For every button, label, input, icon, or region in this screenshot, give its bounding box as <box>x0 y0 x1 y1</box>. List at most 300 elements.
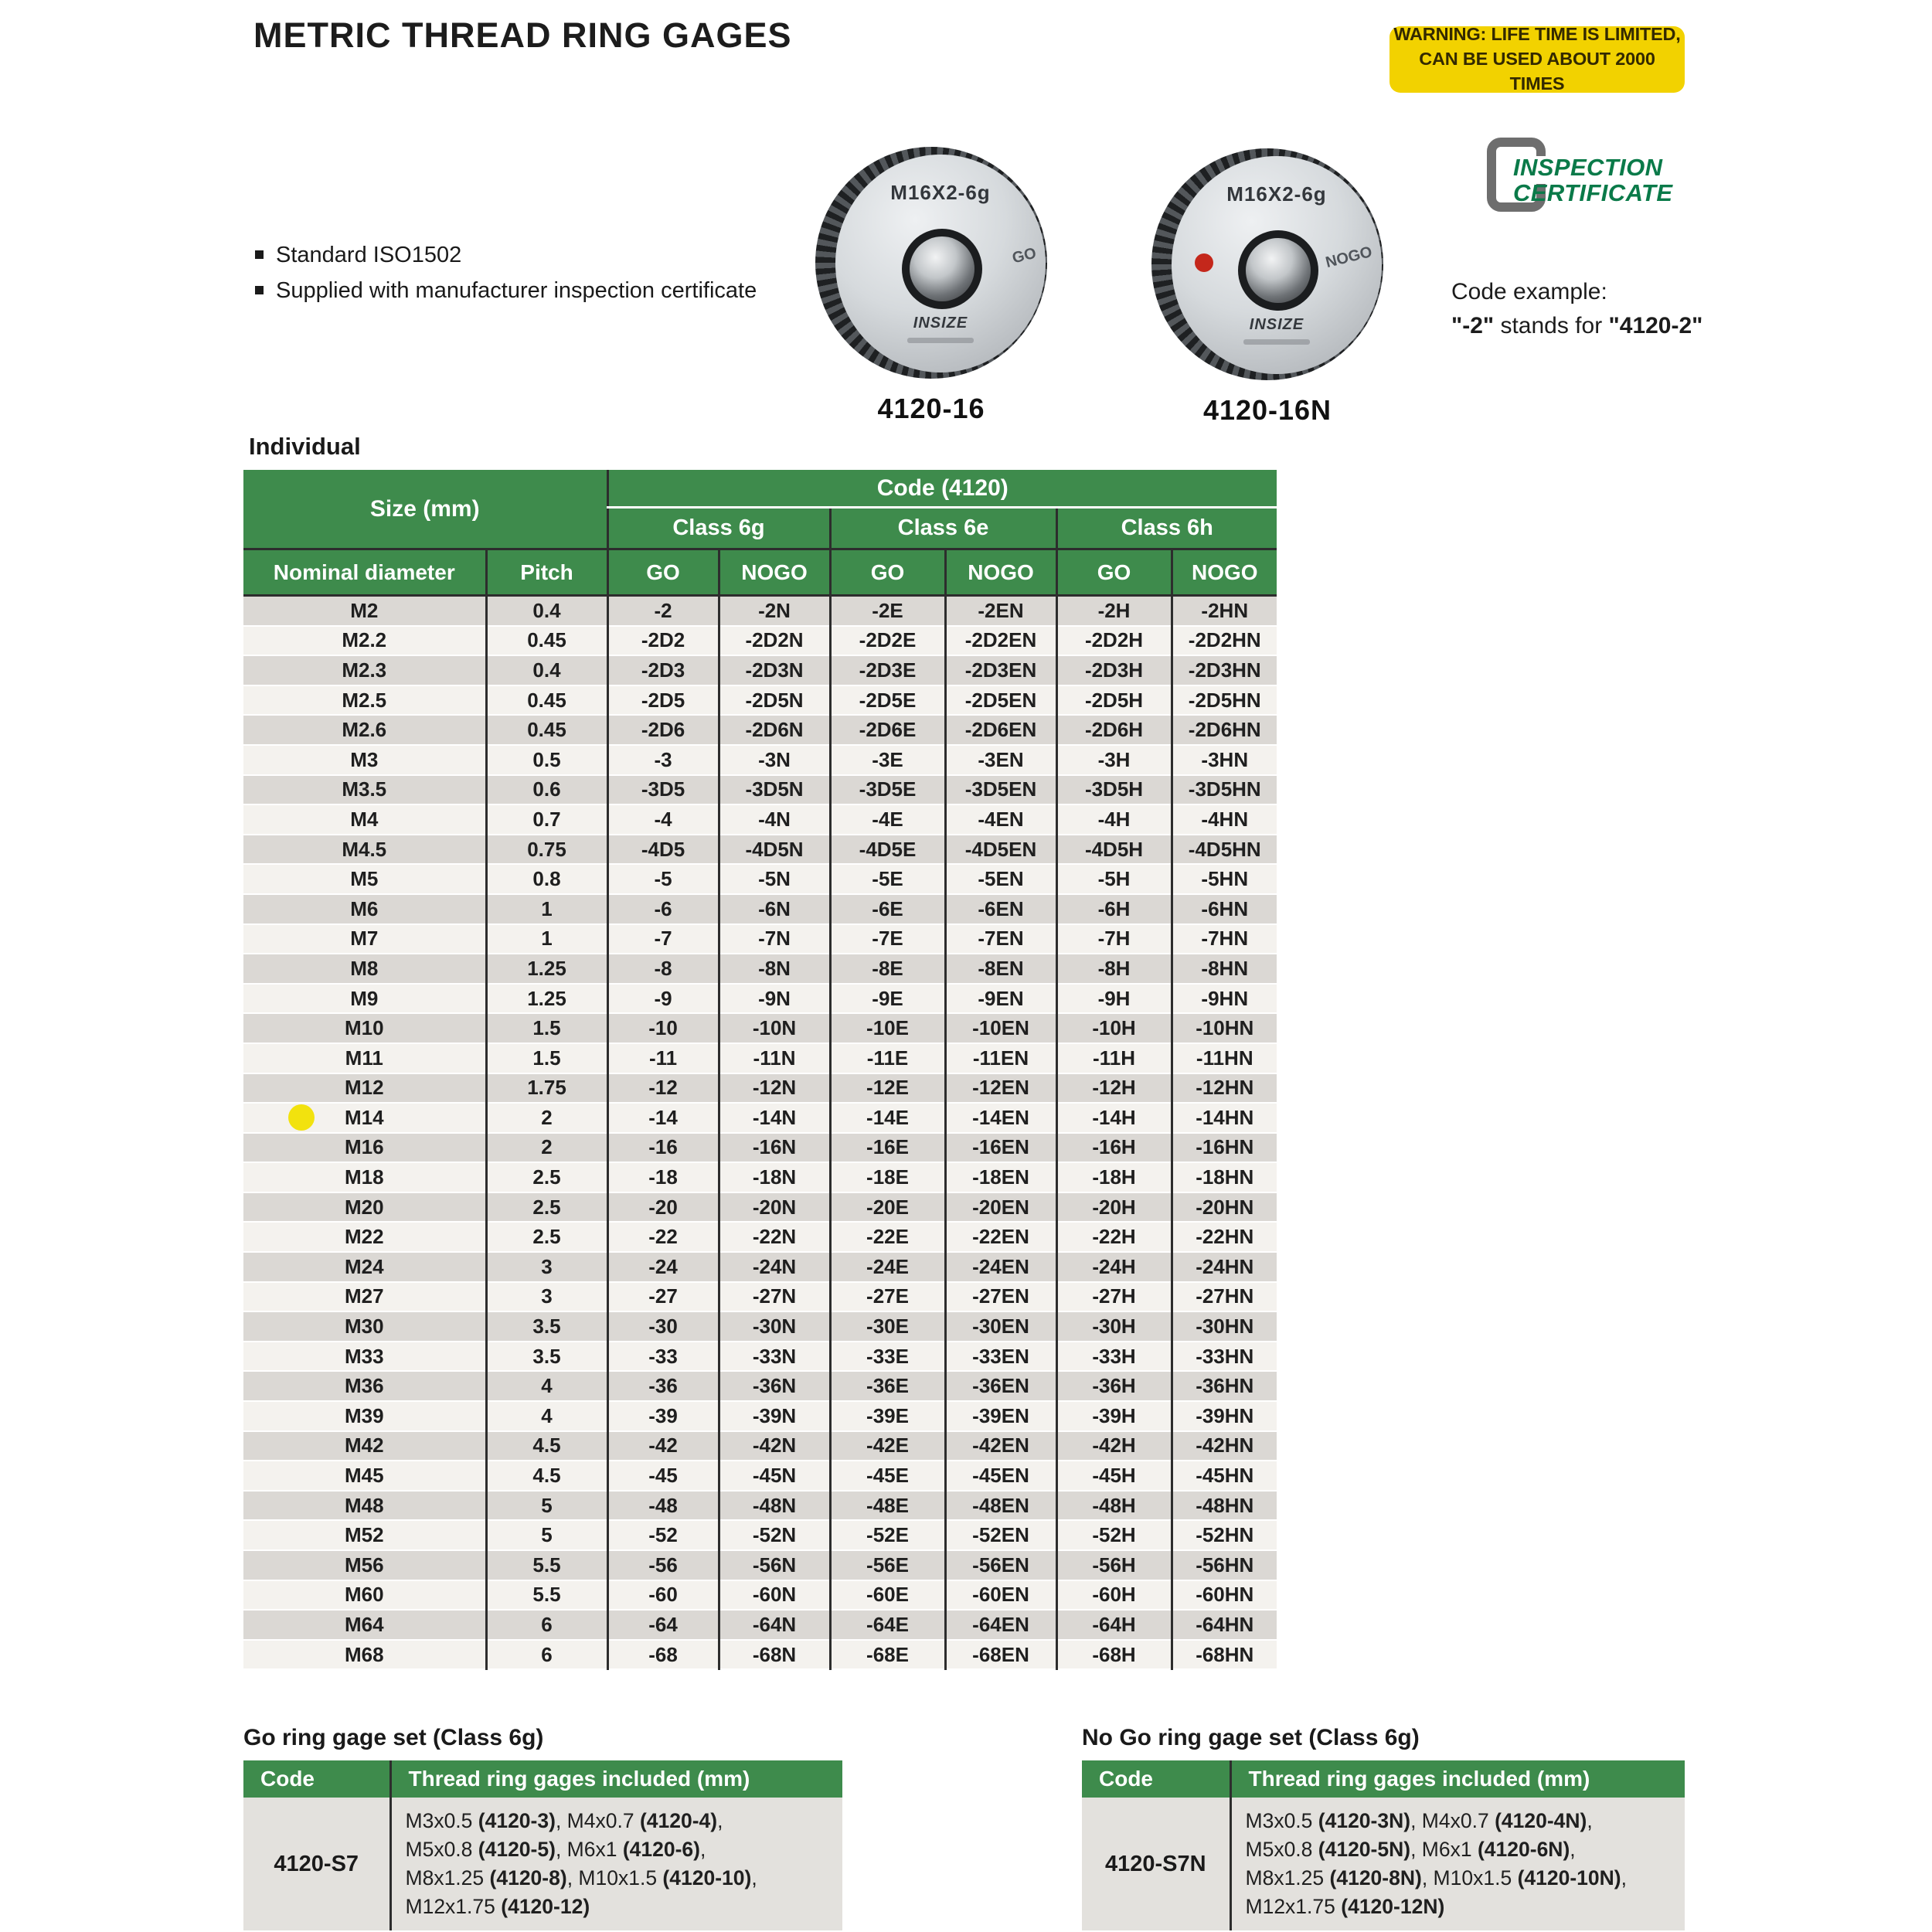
code-cell: -6N <box>719 894 830 924</box>
code-cell: -11HN <box>1172 1043 1277 1073</box>
table-row <box>243 1342 1277 1372</box>
code-cell: 1.25 <box>486 984 607 1014</box>
code-cell: -7EN <box>945 924 1056 954</box>
table-row <box>243 626 1277 656</box>
go-set-row <box>243 1798 842 1930</box>
code-cell: -2D6E <box>830 715 945 745</box>
code-cell: -16H <box>1056 1133 1172 1163</box>
table-row <box>243 1073 1277 1104</box>
code-cell: -20HN <box>1172 1192 1277 1223</box>
size-cell: M12 <box>243 1073 486 1104</box>
ring-face <box>1172 156 1382 374</box>
code-cell: -16HN <box>1172 1133 1277 1163</box>
header-go-6g: GO <box>607 549 719 596</box>
table-row <box>243 1222 1277 1252</box>
code-cell: -27E <box>830 1282 945 1312</box>
code-cell: -27N <box>719 1282 830 1312</box>
code-cell: -27 <box>607 1282 719 1312</box>
code-cell: -24HN <box>1172 1252 1277 1282</box>
code-cell: -4D5 <box>607 835 719 865</box>
code-cell: -16 <box>607 1133 719 1163</box>
size-cell: M2.3 <box>243 655 486 685</box>
code-cell: -30H <box>1056 1311 1172 1342</box>
code-cell: -2D2H <box>1056 626 1172 656</box>
nogo-set-section <box>1082 1725 1685 1930</box>
code-cell: -39E <box>830 1401 945 1431</box>
code-cell: -5EN <box>945 864 1056 894</box>
code-cell: -20H <box>1056 1192 1172 1223</box>
code-cell: -45H <box>1056 1461 1172 1491</box>
code-cell: 0.75 <box>486 835 607 865</box>
size-cell: M20 <box>243 1192 486 1223</box>
code-cell: -52N <box>719 1520 830 1550</box>
code-cell: -60HN <box>1172 1580 1277 1611</box>
code-cell: -11N <box>719 1043 830 1073</box>
table-row <box>243 775 1277 805</box>
code-cell: -3D5H <box>1056 775 1172 805</box>
code-cell: -22EN <box>945 1222 1056 1252</box>
table-row <box>243 745 1277 775</box>
header-code-4120: Code (4120) <box>607 470 1277 508</box>
code-cell: 5 <box>486 1491 607 1521</box>
code-cell: -20N <box>719 1192 830 1223</box>
table-row <box>243 924 1277 954</box>
highlight-dot-marker <box>288 1104 315 1131</box>
code-cell: 0.8 <box>486 864 607 894</box>
code-cell: -68N <box>719 1640 830 1670</box>
code-cell: 4.5 <box>486 1431 607 1461</box>
code-cell: -2E <box>830 596 945 626</box>
code-cell: -3D5N <box>719 775 830 805</box>
size-cell: M52 <box>243 1520 486 1550</box>
red-dot-icon <box>1195 253 1213 272</box>
nogo-set-header-code: Code <box>1082 1760 1230 1798</box>
serial-text-mark <box>1243 339 1310 345</box>
code-cell: 1 <box>486 894 607 924</box>
code-cell: -2D5E <box>830 685 945 716</box>
code-cell: -14 <box>607 1103 719 1133</box>
code-cell: -36N <box>719 1371 830 1401</box>
code-cell: 1.5 <box>486 1043 607 1073</box>
code-cell: -64N <box>719 1610 830 1640</box>
size-cell: M3 <box>243 745 486 775</box>
table-row <box>243 655 1277 685</box>
table-row <box>243 1431 1277 1461</box>
code-cell: -9 <box>607 984 719 1014</box>
code-cell: -45EN <box>945 1461 1056 1491</box>
bullet-icon <box>255 286 264 294</box>
code-cell: -64HN <box>1172 1610 1277 1640</box>
code-cell: -30 <box>607 1311 719 1342</box>
code-cell: -6EN <box>945 894 1056 924</box>
table-row <box>243 894 1277 924</box>
size-cell: M3.5 <box>243 775 486 805</box>
code-cell: -52E <box>830 1520 945 1550</box>
header-class-6e: Class 6e <box>830 508 1056 549</box>
feature-text: Supplied with manufacturer inspection certificate <box>276 278 757 303</box>
code-cell: -8 <box>607 954 719 984</box>
size-cell: M7 <box>243 924 486 954</box>
code-cell: -42HN <box>1172 1431 1277 1461</box>
nogo-ring-code: 4120-16N <box>1202 394 1332 426</box>
code-cell: -9HN <box>1172 984 1277 1014</box>
code-cell: -18HN <box>1172 1162 1277 1192</box>
table-row <box>243 1610 1277 1640</box>
code-cell: -2N <box>719 596 830 626</box>
code-cell: -48HN <box>1172 1491 1277 1521</box>
code-cell: -60EN <box>945 1580 1056 1611</box>
code-cell: -7E <box>830 924 945 954</box>
code-cell: -3H <box>1056 745 1172 775</box>
size-cell: M4 <box>243 804 486 835</box>
code-cell: -39H <box>1056 1401 1172 1431</box>
code-cell: -2D3HN <box>1172 655 1277 685</box>
code-example-intro: Code example: <box>1451 279 1607 304</box>
code-cell: -30HN <box>1172 1311 1277 1342</box>
table-row <box>243 954 1277 984</box>
size-cell: M68 <box>243 1640 486 1670</box>
code-cell: -2D2 <box>607 626 719 656</box>
size-cell: M9 <box>243 984 486 1014</box>
size-cell: M6 <box>243 894 486 924</box>
code-cell: -12H <box>1056 1073 1172 1104</box>
nogo-set-code: 4120-S7N <box>1082 1798 1230 1930</box>
bullet-icon <box>255 250 264 259</box>
code-cell: -4D5HN <box>1172 835 1277 865</box>
code-cell: 1.25 <box>486 954 607 984</box>
page-title: METRIC THREAD RING GAGES <box>253 15 792 55</box>
code-cell: 0.45 <box>486 715 607 745</box>
code-cell: -18H <box>1056 1162 1172 1192</box>
table-row <box>243 685 1277 716</box>
code-cell: -2D2E <box>830 626 945 656</box>
code-cell: -64H <box>1056 1610 1172 1640</box>
code-cell: -20 <box>607 1192 719 1223</box>
insize-logo: INSIZE <box>913 315 968 332</box>
inspection-certificate-logo <box>1487 138 1703 223</box>
code-cell: -27EN <box>945 1282 1056 1312</box>
text-line: M12x1.75 (4120-12) <box>405 1895 590 1918</box>
code-cell: -3N <box>719 745 830 775</box>
code-cell: -68E <box>830 1640 945 1670</box>
code-cell: -52H <box>1056 1520 1172 1550</box>
code-cell: -3E <box>830 745 945 775</box>
code-cell: -2D5H <box>1056 685 1172 716</box>
code-cell: -20E <box>830 1192 945 1223</box>
code-cell: -6E <box>830 894 945 924</box>
table-row <box>243 1461 1277 1491</box>
code-cell: -9E <box>830 984 945 1014</box>
code-cell: -68 <box>607 1640 719 1670</box>
code-cell: -7H <box>1056 924 1172 954</box>
code-cell: -36EN <box>945 1371 1056 1401</box>
code-cell: -5HN <box>1172 864 1277 894</box>
size-cell: M48 <box>243 1491 486 1521</box>
code-cell: -45N <box>719 1461 830 1491</box>
code-cell: -18EN <box>945 1162 1056 1192</box>
size-cell: M45 <box>243 1461 486 1491</box>
size-cell: M60 <box>243 1580 486 1611</box>
ring-hole <box>1238 230 1318 311</box>
header-go-6h: GO <box>1056 549 1172 596</box>
code-cell: -39N <box>719 1401 830 1431</box>
code-cell: -4N <box>719 804 830 835</box>
table-row <box>243 1103 1277 1133</box>
size-cell: M2.2 <box>243 626 486 656</box>
code-cell: -2D3EN <box>945 655 1056 685</box>
go-set-section <box>243 1725 842 1930</box>
table-row <box>243 835 1277 865</box>
code-cell: -39EN <box>945 1401 1056 1431</box>
code-cell: -56H <box>1056 1550 1172 1580</box>
code-cell: -3D5EN <box>945 775 1056 805</box>
code-cell: 1 <box>486 924 607 954</box>
code-cell: -33EN <box>945 1342 1056 1372</box>
certificate-word-1: INSPECTION <box>1513 154 1663 181</box>
table-row <box>243 1192 1277 1223</box>
code-cell: -39HN <box>1172 1401 1277 1431</box>
code-cell: -9H <box>1056 984 1172 1014</box>
size-cell: M64 <box>243 1610 486 1640</box>
code-cell: -12N <box>719 1073 830 1104</box>
code-cell: -56E <box>830 1550 945 1580</box>
code-cell: -36 <box>607 1371 719 1401</box>
feature-list <box>255 243 757 314</box>
text-line: M8x1.25 (4120-8), M10x1.5 (4120-10), <box>405 1866 757 1889</box>
go-set-code: 4120-S7 <box>243 1798 390 1930</box>
code-cell: -48 <box>607 1491 719 1521</box>
code-cell: -64 <box>607 1610 719 1640</box>
code-cell: -18E <box>830 1162 945 1192</box>
code-cell: 0.4 <box>486 655 607 685</box>
code-cell: -68H <box>1056 1640 1172 1670</box>
table-row <box>243 1371 1277 1401</box>
code-cell: -56HN <box>1172 1550 1277 1580</box>
nogo-label: NOGO <box>1324 243 1374 272</box>
code-cell: -14EN <box>945 1103 1056 1133</box>
code-cell: -10H <box>1056 1013 1172 1043</box>
code-cell: -2D3H <box>1056 655 1172 685</box>
code-cell: 6 <box>486 1640 607 1670</box>
text-line: M8x1.25 (4120-8N), M10x1.5 (4120-10N), <box>1245 1866 1627 1889</box>
code-cell: -2D5EN <box>945 685 1056 716</box>
code-cell: 5.5 <box>486 1580 607 1611</box>
size-cell: M2.5 <box>243 685 486 716</box>
ring-marking: M16X2-6g <box>1226 182 1327 206</box>
header-nogo-6g: NOGO <box>719 549 830 596</box>
code-cell: -4D5N <box>719 835 830 865</box>
size-cell: M5 <box>243 864 486 894</box>
code-cell: -12EN <box>945 1073 1056 1104</box>
code-cell: -68HN <box>1172 1640 1277 1670</box>
code-cell: -48N <box>719 1491 830 1521</box>
code-cell: -12 <box>607 1073 719 1104</box>
code-cell: 4 <box>486 1371 607 1401</box>
nogo-set-title: No Go ring gage set (Class 6g) <box>1082 1725 1420 1750</box>
code-cell: -11E <box>830 1043 945 1073</box>
table-row <box>243 1013 1277 1043</box>
code-cell: -14HN <box>1172 1103 1277 1133</box>
feature-item <box>255 243 757 268</box>
code-cell: -68EN <box>945 1640 1056 1670</box>
code-cell: -8EN <box>945 954 1056 984</box>
code-cell: -7N <box>719 924 830 954</box>
code-cell: -3D5 <box>607 775 719 805</box>
code-cell: -60 <box>607 1580 719 1611</box>
code-cell: -2D5HN <box>1172 685 1277 716</box>
code-cell: -36HN <box>1172 1371 1277 1401</box>
nogo-set-row <box>1082 1798 1685 1930</box>
code-cell: -52 <box>607 1520 719 1550</box>
table-row <box>243 1550 1277 1580</box>
code-cell: 3.5 <box>486 1342 607 1372</box>
code-cell: -10HN <box>1172 1013 1277 1043</box>
go-ring-gage-image <box>815 147 1047 424</box>
code-cell: -2H <box>1056 596 1172 626</box>
code-cell: 3.5 <box>486 1311 607 1342</box>
table-row <box>243 1133 1277 1163</box>
code-cell: -33E <box>830 1342 945 1372</box>
code-cell: -10 <box>607 1013 719 1043</box>
table-row <box>243 1580 1277 1611</box>
code-cell: -24N <box>719 1252 830 1282</box>
nogo-set-table <box>1082 1760 1685 1930</box>
code-cell: 5.5 <box>486 1550 607 1580</box>
nogo-set-included <box>1230 1798 1685 1930</box>
code-cell: -42 <box>607 1431 719 1461</box>
code-example-text <box>1451 309 1702 343</box>
code-cell: -48H <box>1056 1491 1172 1521</box>
go-set-header-included: Thread ring gages included (mm) <box>390 1760 842 1798</box>
code-cell: -33HN <box>1172 1342 1277 1372</box>
code-cell: -4EN <box>945 804 1056 835</box>
code-cell: -5N <box>719 864 830 894</box>
code-cell: -6 <box>607 894 719 924</box>
code-cell: -4E <box>830 804 945 835</box>
text-line: M3x0.5 (4120-3N), M4x0.7 (4120-4N), <box>1245 1809 1593 1832</box>
thread-ring-gage-table <box>243 470 1277 1670</box>
code-cell: -11 <box>607 1043 719 1073</box>
size-cell: M11 <box>243 1043 486 1073</box>
header-go-6e: GO <box>830 549 945 596</box>
code-cell: -14E <box>830 1103 945 1133</box>
code-cell: -45 <box>607 1461 719 1491</box>
code-cell: -2D6EN <box>945 715 1056 745</box>
code-cell: -24E <box>830 1252 945 1282</box>
code-cell: -4D5H <box>1056 835 1172 865</box>
header-nogo-6e: NOGO <box>945 549 1056 596</box>
code-cell: -64EN <box>945 1610 1056 1640</box>
code-cell: -48EN <box>945 1491 1056 1521</box>
size-cell: M14 <box>243 1103 486 1133</box>
table-row <box>243 596 1277 626</box>
go-set-title: Go ring gage set (Class 6g) <box>243 1725 544 1750</box>
code-cell: -8E <box>830 954 945 984</box>
code-cell: -2D2HN <box>1172 626 1277 656</box>
code-cell: -48E <box>830 1491 945 1521</box>
code-cell: -20EN <box>945 1192 1056 1223</box>
code-cell: 3 <box>486 1252 607 1282</box>
code-cell: -2D3 <box>607 655 719 685</box>
size-cell: M2.6 <box>243 715 486 745</box>
size-cell: M16 <box>243 1133 486 1163</box>
code-cell: -22 <box>607 1222 719 1252</box>
size-cell: M10 <box>243 1013 486 1043</box>
size-cell: M24 <box>243 1252 486 1282</box>
code-cell: -33N <box>719 1342 830 1372</box>
code-cell: -22N <box>719 1222 830 1252</box>
go-ring-code: 4120-16 <box>877 393 985 424</box>
code-cell: -12E <box>830 1073 945 1104</box>
code-cell: -4HN <box>1172 804 1277 835</box>
code-cell: -42N <box>719 1431 830 1461</box>
text-line: M5x0.8 (4120-5N), M6x1 (4120-6N), <box>1245 1838 1576 1861</box>
size-cell: M18 <box>243 1162 486 1192</box>
code-cell: -36E <box>830 1371 945 1401</box>
code-cell: -11H <box>1056 1043 1172 1073</box>
code-cell: -2D6 <box>607 715 719 745</box>
code-cell: 1.5 <box>486 1013 607 1043</box>
code-cell: -30EN <box>945 1311 1056 1342</box>
code-cell: -42H <box>1056 1431 1172 1461</box>
code-cell: 4 <box>486 1401 607 1431</box>
feature-text: Standard ISO1502 <box>276 243 462 267</box>
size-cell: M42 <box>243 1431 486 1461</box>
code-cell: -22E <box>830 1222 945 1252</box>
header-nominal-diameter: Nominal diameter <box>243 549 486 596</box>
code-cell: -2D2N <box>719 626 830 656</box>
text-line: M5x0.8 (4120-5), M6x1 (4120-6), <box>405 1838 706 1861</box>
code-cell: -8H <box>1056 954 1172 984</box>
code-cell: -2 <box>607 596 719 626</box>
table-row <box>243 1491 1277 1521</box>
warning-line-1: WARNING: LIFE TIME IS LIMITED, <box>1393 24 1681 45</box>
table-row <box>243 1311 1277 1342</box>
code-cell: -4 <box>607 804 719 835</box>
code-cell: -2EN <box>945 596 1056 626</box>
code-cell: 2.5 <box>486 1162 607 1192</box>
go-set-included <box>390 1798 842 1930</box>
code-cell: 4.5 <box>486 1461 607 1491</box>
code-cell: 0.6 <box>486 775 607 805</box>
table-row <box>243 864 1277 894</box>
table-row <box>243 804 1277 835</box>
code-cell: 6 <box>486 1610 607 1640</box>
code-cell: -18 <box>607 1162 719 1192</box>
code-cell: 0.45 <box>486 626 607 656</box>
code-cell: -3EN <box>945 745 1056 775</box>
code-cell: -33H <box>1056 1342 1172 1372</box>
code-cell: -45E <box>830 1461 945 1491</box>
code-cell: -64E <box>830 1610 945 1640</box>
size-cell: M27 <box>243 1282 486 1312</box>
code-cell: -5E <box>830 864 945 894</box>
nogo-set-header-included: Thread ring gages included (mm) <box>1230 1760 1685 1798</box>
code-cell: -22HN <box>1172 1222 1277 1252</box>
table-row <box>243 1162 1277 1192</box>
code-cell: -16EN <box>945 1133 1056 1163</box>
code-cell: -2D2EN <box>945 626 1056 656</box>
code-cell: 0.5 <box>486 745 607 775</box>
code-cell: -60N <box>719 1580 830 1611</box>
code-cell: -4H <box>1056 804 1172 835</box>
code-cell: -27H <box>1056 1282 1172 1312</box>
warning-badge <box>1389 26 1685 93</box>
code-cell: -33 <box>607 1342 719 1372</box>
table-row <box>243 984 1277 1014</box>
code-cell: -52HN <box>1172 1520 1277 1550</box>
code-cell: 2 <box>486 1133 607 1163</box>
